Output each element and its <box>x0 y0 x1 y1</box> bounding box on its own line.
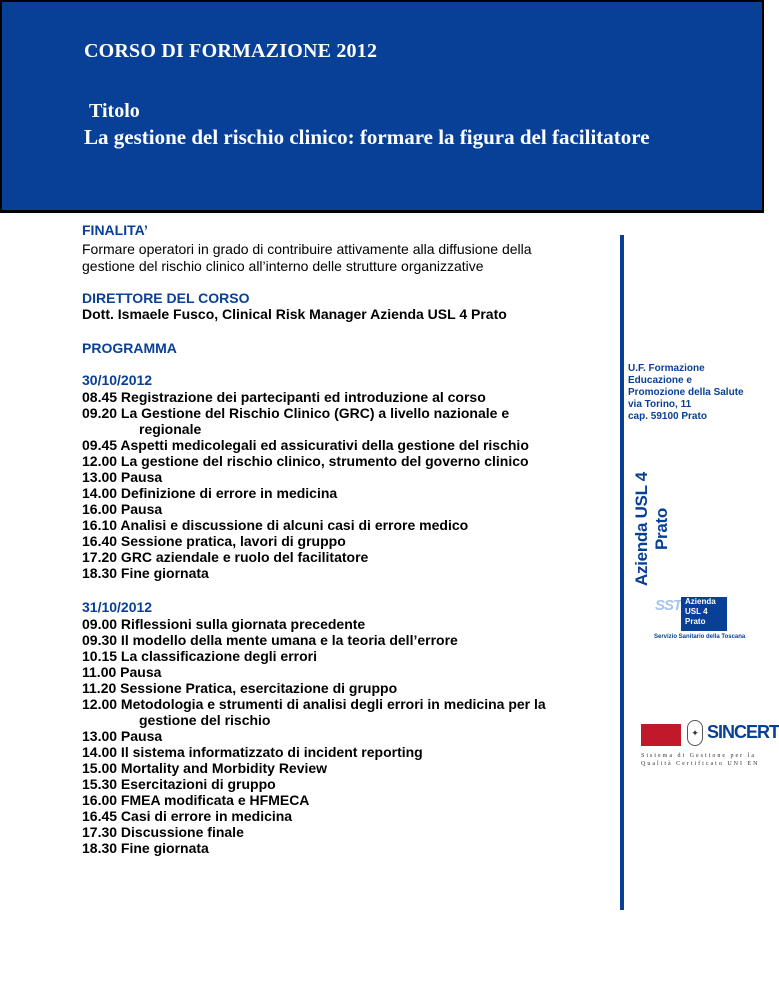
day1-date: 30/10/2012 <box>82 372 153 388</box>
schedule-item: 18.30 Fine giornata <box>82 565 209 581</box>
address-line: U.F. Formazione <box>628 363 705 374</box>
day2-schedule <box>82 616 622 856</box>
schedule-item: 09.00 Riflessioni sulla giornata precedente <box>82 616 366 632</box>
schedule-item: regionale <box>139 421 202 437</box>
header-banner <box>0 0 764 213</box>
sst-logo-box <box>681 597 727 631</box>
schedule-item: 17.20 GRC aziendale e ruolo del facilitatore <box>82 549 369 565</box>
schedule-item: 16.10 Analisi e discussione di alcuni casi di errore medico <box>82 517 469 533</box>
day1-schedule <box>82 389 622 581</box>
cert-caption <box>641 752 759 768</box>
sst-box-line: USL 4 <box>685 607 708 616</box>
cert-caption-line: Sistema di Gestione per la <box>641 753 756 759</box>
course-title: CORSO DI FORMAZIONE 2012 <box>84 40 378 62</box>
address-line: Promozione della Salute <box>628 387 744 398</box>
schedule-item: 14.00 Definizione di errore in medicina <box>82 485 338 501</box>
schedule-item: 10.15 La classificazione degli errori <box>82 648 317 664</box>
schedule-item: 16.00 Pausa <box>82 501 163 517</box>
azienda-logo-text: Azienda USL 4 Prato <box>632 472 671 586</box>
schedule-item: 16.45 Casi di errore in medicina <box>82 808 293 824</box>
sst-box-line: Azienda <box>685 597 716 606</box>
schedule-item: 14.00 Il sistema informatizzato di incident reporting <box>82 744 423 760</box>
sst-logo-mark: SST <box>655 597 682 614</box>
course-name: La gestione del rischio clinico: formare la figura del facilitatore <box>84 125 650 149</box>
direttore-name: Dott. Ismaele Fusco, Clinical Risk Manager Azienda USL 4 Prato <box>82 306 507 322</box>
programma-heading: PROGRAMMA <box>82 340 177 356</box>
certification-logo <box>641 720 779 750</box>
schedule-item: 15.00 Mortality and Morbidity Review <box>82 760 328 776</box>
sst-caption: Servizio Sanitario della Toscana <box>654 634 746 640</box>
direttore-heading: DIRETTORE DEL CORSO <box>82 290 250 306</box>
address-line: Educazione e <box>628 375 692 386</box>
schedule-item: 18.30 Fine giornata <box>82 840 209 856</box>
finalita-line-2: gestione del rischio clinico all’interno delle strutture organizzative <box>82 258 484 274</box>
schedule-item: 16.00 FMEA modificata e HFMECA <box>82 792 310 808</box>
schedule-item: 16.40 Sessione pratica, lavori di gruppo <box>82 533 346 549</box>
schedule-item: 08.45 Registrazione dei partecipanti ed introduzione al corso <box>82 389 486 405</box>
sincert-logo: SINCERT <box>707 722 779 742</box>
schedule-item: 09.45 Aspetti medicolegali ed assicurativi della gestione del rischio <box>82 437 529 453</box>
seal-icon: ✦ <box>687 720 703 746</box>
schedule-item: 13.00 Pausa <box>82 728 163 744</box>
schedule-item: 17.30 Discussione finale <box>82 824 244 840</box>
schedule-item: 12.00 La gestione del rischio clinico, strumento del governo clinico <box>82 453 529 469</box>
address-line: via Torino, 11 <box>628 399 692 410</box>
cert-caption-line: Qualità Certificato UNI EN <box>641 761 760 767</box>
finalita-line-1: Formare operatori in grado di contribuire attivamente alla diffusione della <box>82 241 532 257</box>
schedule-item: 12.00 Metodologia e strumenti di analisi degli errori in medicina per la <box>82 696 546 712</box>
schedule-item: 15.30 Esercitazioni di gruppo <box>82 776 276 792</box>
schedule-item: 13.00 Pausa <box>82 469 163 485</box>
finalita-heading: FINALITA’ <box>82 222 148 238</box>
cert-badge-icon <box>641 724 681 746</box>
schedule-item: 09.20 La Gestione del Rischio Clinico (GRC) a livello nazionale e <box>82 405 510 421</box>
schedule-item: 09.30 Il modello della mente umana e la teoria dell’errore <box>82 632 458 648</box>
schedule-item: 11.20 Sessione Pratica, esercitazione di gruppo <box>82 680 398 696</box>
sidebar-address <box>628 363 744 423</box>
schedule-item: gestione del rischio <box>139 712 271 728</box>
title-label: Titolo <box>89 100 140 122</box>
address-line: cap. 59100 Prato <box>628 411 707 422</box>
schedule-item: 11.00 Pausa <box>82 664 162 680</box>
sst-logo <box>655 597 727 631</box>
day2-date: 31/10/2012 <box>82 599 153 615</box>
sidebar-divider <box>620 235 624 910</box>
sst-box-line: Prato <box>685 617 706 626</box>
